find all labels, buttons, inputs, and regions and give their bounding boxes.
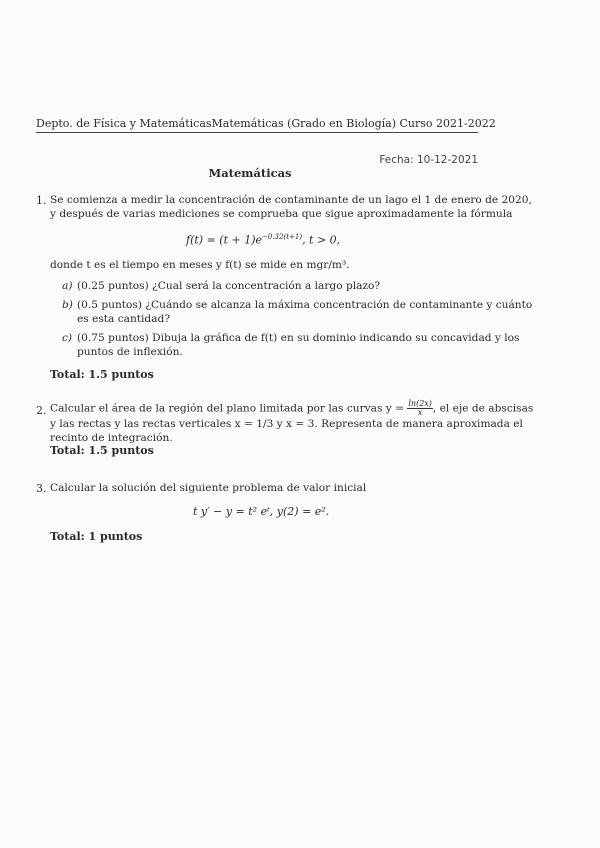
problem-2-line-1a: Calcular el área de la región del plano limitada por las curvas y = — [50, 402, 404, 415]
problem-2-line-2: y las rectas y las rectas verticales x = 1/3 y x = 3. Representa de manera aproximada el — [50, 418, 523, 430]
problem-2-line-1b: , el eje de abscisas — [432, 402, 534, 415]
problem-3-number: 3. — [36, 482, 47, 495]
problem-1-after-formula: donde t es el tiempo en meses y f(t) se mide en mgr/m³. — [50, 259, 350, 271]
problem-1-formula — [186, 233, 340, 247]
item-label: a) — [62, 280, 73, 292]
item-label: c) — [62, 332, 73, 344]
header — [36, 117, 496, 133]
item-text — [77, 331, 520, 359]
problem-2-line-1 — [50, 400, 533, 417]
problem-1-number: 1. — [36, 194, 47, 207]
exam-date: Fecha: 10-12-2021 — [379, 154, 478, 166]
item-line-2: es esta cantidad? — [77, 313, 170, 325]
item-line-2: puntos de inflexión. — [77, 346, 183, 358]
problem-1-line-2: y después de varias mediciones se comprueba que sigue aproximadamente la fórmula — [50, 208, 513, 220]
formula-condition: , t > 0, — [302, 233, 341, 247]
formula-main: f(t) = (t + 1)e — [186, 233, 263, 247]
item-text — [77, 298, 532, 326]
problem-1-line-1: Se comienza a medir la concentración de contaminante de un lago el 1 de enero de 2020, — [50, 194, 532, 206]
formula-exponent: −0.32(t+1) — [262, 233, 303, 241]
problem-1-total: Total: 1.5 puntos — [50, 368, 154, 381]
fraction-numerator: ln(2x) — [408, 399, 432, 408]
fraction-denominator: x — [417, 408, 423, 417]
problem-3-text: Calcular la solución del siguiente problema de valor inicial — [50, 482, 367, 494]
problem-2-total: Total: 1.5 puntos — [50, 444, 154, 457]
problem-2-line-3: recinto de integración. — [50, 432, 173, 444]
problem-2-number: 2. — [36, 404, 47, 417]
problem-2-text — [50, 400, 533, 445]
problem-3-formula: t y′ − y = t² eᵗ, y(2) = e². — [193, 505, 330, 518]
fraction — [407, 400, 433, 417]
header-department: Depto. de Física y Matemáticas — [36, 117, 212, 130]
problem-3-total: Total: 1 puntos — [50, 530, 143, 543]
item-label: b) — [62, 299, 73, 311]
header-course: Matemáticas (Grado en Biología) Curso 2021-2022 — [211, 117, 496, 130]
problem-1-text — [50, 193, 532, 221]
item-line-1: (0.75 puntos) Dibuja la gráfica de f(t) en su dominio indicando su concavidad y los — [77, 332, 520, 344]
item-line-1: (0.5 puntos) ¿Cuándo se alcanza la máxima concentración de contaminante y cuánto — [77, 299, 533, 311]
page-title: Matemáticas — [208, 166, 292, 180]
item-text: (0.25 puntos) ¿Cual será la concentración a largo plazo? — [77, 280, 381, 292]
